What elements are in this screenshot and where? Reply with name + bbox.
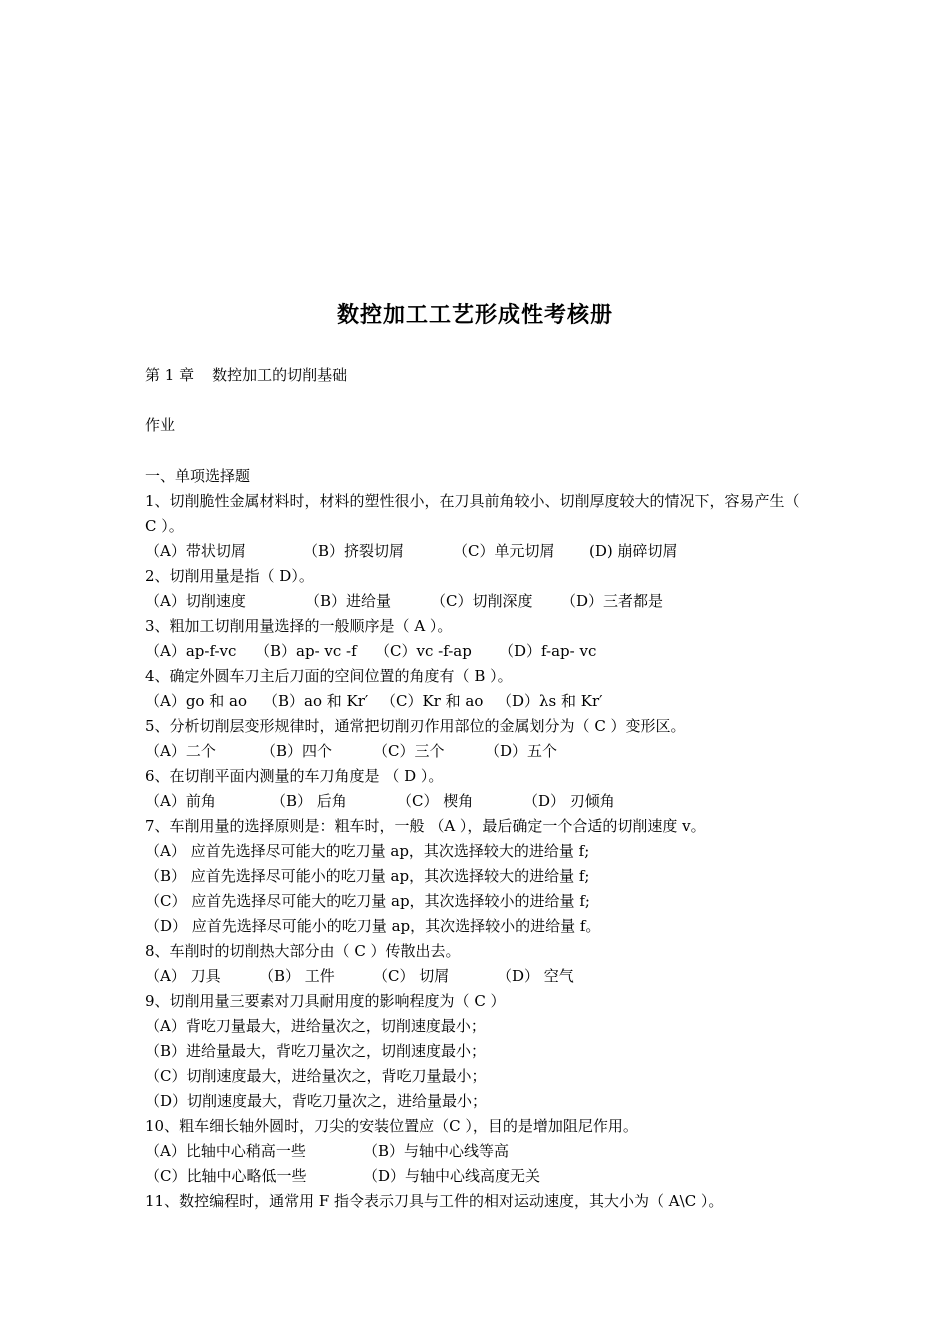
option: （C）比轴中心略低一些 [145,1167,307,1185]
question-1: 1、切削脆性金属材料时，材料的塑性很小，在刀具前角较小、切削厚度较大的情况下，容易产生（ C ）。 [145,492,800,535]
question-8: 8、车削时的切削热大部分由（ C ）传散出去。 [145,942,461,960]
chapter-heading [145,364,347,385]
option: （C）三个 [373,742,445,760]
option: （D）五个 [485,742,558,760]
chapter-name: 数控加工的切削基础 [212,366,348,384]
part-heading: 一、单项选择题 [145,467,251,485]
option: （D） 空气 [497,967,574,985]
option: （C）vc -f-ap [375,642,472,660]
question-5-options [145,739,815,764]
question-5: 5、分析切削层变形规律时，通常把切削刃作用部位的金属划分为（ C ）变形区。 [145,717,686,735]
option: （B）四个 [261,742,333,760]
question-6: 6、在切削平面内测量的车刀角度是 （ D ）。 [145,767,444,785]
option: （A）前角 [145,792,216,810]
question-3: 3、粗加工切削用量选择的一般顺序是（ A ）。 [145,617,453,635]
option: （D）与轴中心线高度无关 [363,1167,541,1185]
question-11: 11、数控编程时，通常用 F 指令表示刀具与工件的相对运动速度，其大小为（ A\C ）。 [145,1192,724,1210]
option: （B）挤裂切屑 [303,542,405,560]
option: （D）切削速度最大，背吃刀量次之，进给量最小； [145,1092,488,1110]
option: （C） 楔角 [397,792,474,810]
option: （B）进给量 [305,592,392,610]
question-6-options [145,789,815,814]
option: （A）带状切屑 [145,542,246,560]
question-2: 2、切削用量是指（ D）。 [145,567,314,585]
option: （C）Kr 和 ao [381,692,484,710]
question-9: 9、切削用量三要素对刀具耐用度的影响程度为（ C ） [145,992,506,1010]
option: （B）ap- vc -f [255,642,357,660]
question-1-options [145,539,815,564]
chapter-number: 第 1 章 [145,366,195,384]
option: （B） 工件 [259,967,335,985]
question-10-options [145,1139,815,1164]
option: （A）比轴中心稍高一些 [145,1142,306,1160]
option: （C）切削速度最大，进给量次之，背吃刀量最小； [145,1067,487,1085]
option: （D）三者都是 [561,592,664,610]
section-heading: 作业 [145,416,176,434]
question-4: 4、确定外圆车刀主后刀面的空间位置的角度有（ B ）。 [145,667,513,685]
option: （B） 应首先选择尽可能小的吃刀量 ap，其次选择较大的进给量 f; [145,867,590,885]
option: （A）切削速度 [145,592,246,610]
option: （C）切削深度 [431,592,533,610]
option: （D）f-ap- vc [499,642,597,660]
option: （B） 后角 [271,792,347,810]
option: （A）背吃刀量最大，进给量次之，切削速度最小； [145,1017,486,1035]
page-title: 数控加工工艺形成性考核册 [336,302,613,328]
option: （D） 应首先选择尽可能小的吃刀量 ap，其次选择较小的进给量 f。 [145,917,601,935]
question-list [145,464,815,1214]
question-7: 7、车削用量的选择原则是：粗车时，一般 （A ），最后确定一个合适的切削速度 v。 [145,817,706,835]
option: （A） 应首先选择尽可能大的吃刀量 ap，其次选择较大的进给量 f; [145,842,590,860]
option: （D） 刃倾角 [523,792,615,810]
option: （A） 刀具 [145,967,221,985]
option: （A）二个 [145,742,216,760]
option: （C） 切屑 [373,967,450,985]
option: （D）λs 和 Kr′ [497,692,603,710]
option: (D) 崩碎切屑 [589,542,678,560]
question-10-options-2 [145,1164,815,1189]
option: （C） 应首先选择尽可能大的吃刀量 ap，其次选择较小的进给量 f; [145,892,590,910]
question-8-options [145,964,815,989]
option: （A）ap-f-vc [145,642,237,660]
option: （B）与轴中心线等高 [363,1142,510,1160]
option: （C）单元切屑 [453,542,555,560]
question-10: 10、粗车细长轴外圆时，刀尖的安装位置应（C ），目的是增加阻尼作用。 [145,1117,638,1135]
question-2-options [145,589,815,614]
option: （B）进给量最大，背吃刀量次之，切削速度最小； [145,1042,487,1060]
question-3-options [145,639,815,664]
option: （A）go 和 ao [145,692,247,710]
question-4-options [145,689,815,714]
option: （B）ao 和 Kr′ [263,692,369,710]
